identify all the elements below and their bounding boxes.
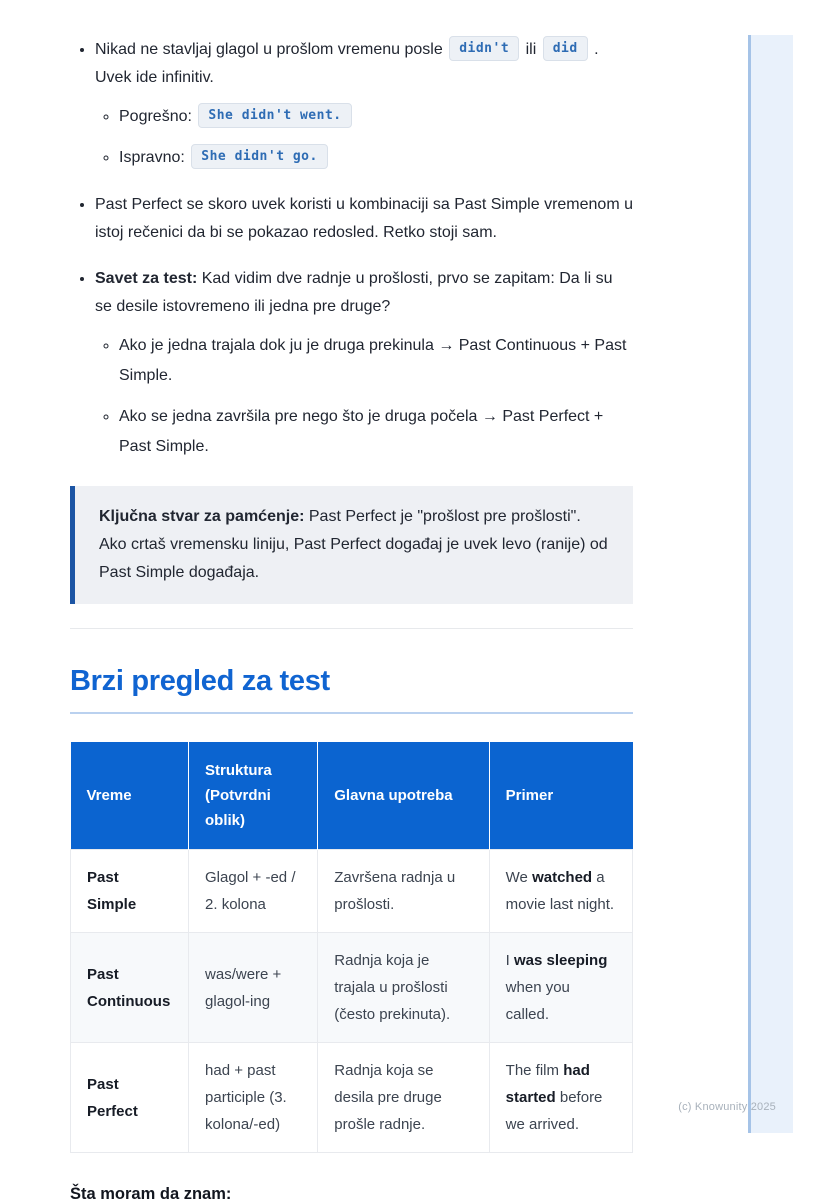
- examples-sublist: [95, 102, 633, 173]
- table-row-past-perfect: [71, 1043, 633, 1153]
- column-header-struktura: Struktura (Potvrdni oblik): [189, 742, 318, 850]
- next-section-lead: Šta moram da znam:: [70, 1185, 232, 1203]
- example-correct-code: She didn't go.: [191, 144, 328, 169]
- rules-list: [70, 0, 633, 462]
- example-correct: [119, 143, 633, 173]
- tip-case-continuous: ◦ Ako je jedna trajala dok ju je druga prekinula → Past Continuous + Past Simple.: [119, 331, 633, 391]
- cell-upotreba: Završena radnja u prošlosti.: [318, 850, 489, 933]
- cell-primer: We watched a movie last night.: [489, 850, 632, 933]
- cell-vreme: Past Perfect: [71, 1043, 189, 1153]
- section-divider: [70, 628, 633, 629]
- column-header-primer: Primer: [489, 742, 632, 850]
- rule-text-didnt: Nikad ne stavljaj glagol u prošlom vremenu posle didn't ili did . Uvek ide infinitiv.: [95, 41, 599, 86]
- example-wrong-label: Pogrešno:: [119, 108, 192, 125]
- example-wrong-code: She didn't went.: [198, 103, 351, 128]
- cell-struktura: had + past participle (3. kolona/-ed): [189, 1043, 318, 1153]
- copyright-watermark: (c) Knowunity 2025: [678, 1101, 776, 1113]
- column-header-upotreba: Glavna upotreba: [318, 742, 489, 850]
- cell-upotreba: Radnja koja se desila pre druge prošle radnje.: [318, 1043, 489, 1153]
- example-wrong: [119, 102, 633, 132]
- rule-item-test-tip: [95, 265, 633, 462]
- tip-case-perfect: ◦ Ako se jedna završila pre nego što je druga počela → Past Perfect + Past Simple.: [119, 402, 633, 462]
- document-content: [70, 0, 633, 1204]
- page-title: Brzi pregled za test: [70, 665, 633, 714]
- tense-review-table: [70, 742, 633, 1153]
- column-header-vreme: Vreme: [71, 742, 189, 850]
- rule-text-test-tip: Savet za test: Kad vidim dve radnje u prošlosti, prvo se zapitam: Da li su se desile istovremeno ili jedna pre druge?: [95, 270, 613, 315]
- key-note-text: Ključna stvar za pamćenje: Past Perfect je "prošlost pre prošlosti". Ako crtaš vremensku liniju, Past Perfect događaj je uvek levo (ranije) od Past Simple događaja.: [99, 508, 608, 581]
- table-header: [71, 742, 633, 850]
- table-row-past-simple: [71, 850, 633, 933]
- cell-primer: I was sleeping when you called.: [489, 933, 632, 1043]
- cell-vreme: Past Continuous: [71, 933, 189, 1043]
- key-note-callout: [70, 486, 633, 604]
- cell-struktura: Glagol + -ed / 2. kolona: [189, 850, 318, 933]
- cell-upotreba: Radnja koja je trajala u prošlosti (često prekinuta).: [318, 933, 489, 1043]
- rule-item-past-perfect-combo: [95, 191, 633, 247]
- cell-primer: The film had started before we arrived.: [489, 1043, 632, 1153]
- cell-struktura: was/were + glagol-ing: [189, 933, 318, 1043]
- page-edge-bar: [748, 35, 793, 1133]
- rule-text-past-perfect-combo: Past Perfect se skoro uvek koristi u kombinaciji sa Past Simple vremenom u istoj rečenici da bi se pokazao redosled. Retko stoji sam.: [95, 196, 633, 241]
- table-row-past-continuous: [71, 933, 633, 1043]
- example-correct-label: Ispravno:: [119, 149, 185, 166]
- rule-item-didnt: [95, 36, 633, 173]
- test-tip-sublist: [95, 331, 633, 462]
- cell-vreme: Past Simple: [71, 850, 189, 933]
- table-header-row: [71, 742, 633, 850]
